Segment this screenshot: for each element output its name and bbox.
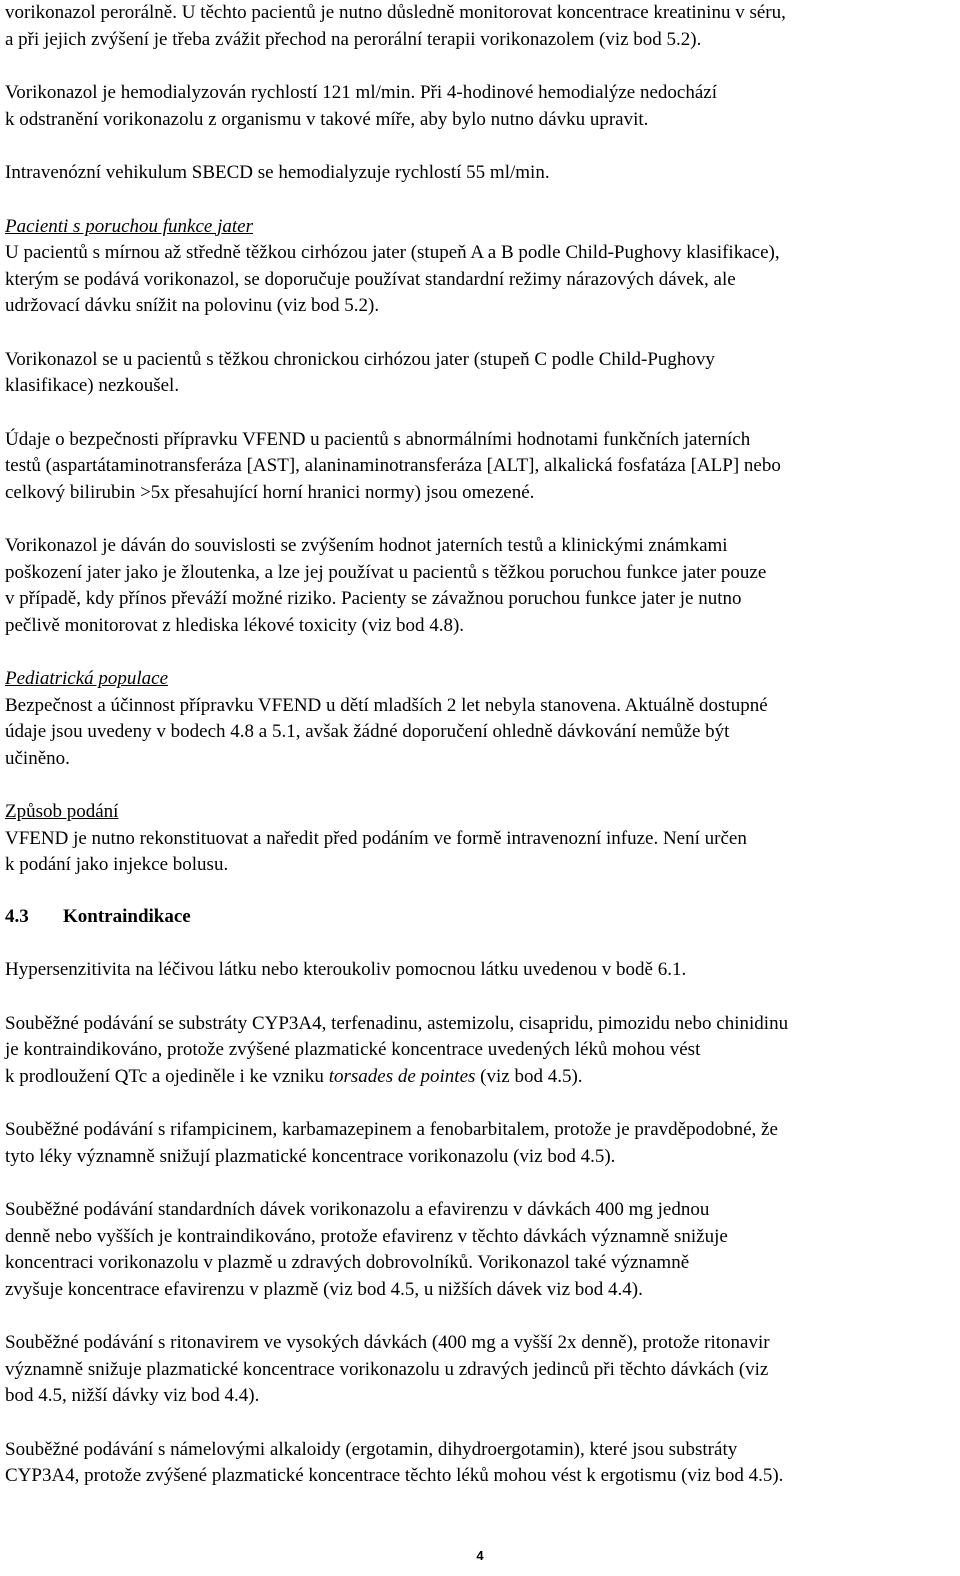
text-line: U pacientů s mírnou až středně těžkou cirhózou jater (stupeň A a B podle Child-Pughovy klasifikace),: [5, 242, 780, 263]
paragraph-rifampicin: [5, 1117, 957, 1170]
heading-title: Kontraindikace: [63, 905, 191, 927]
text-line: Vorikonazol je hemodialyzován rychlostí 121 ml/min. Při 4-hodinové hemodialýze nedochází: [5, 82, 717, 103]
text-line: bod 4.5, nižší dávky viz bod 4.4).: [5, 1385, 260, 1406]
text-line: kterým se podává vorikonazol, se doporučuje používat standardní režimy nárazových dávek, ale: [5, 268, 736, 290]
text-line: je kontraindikováno, protože zvýšené plazmatické koncentrace uvedených léků mohou vést: [5, 1039, 701, 1060]
section-hepatic-impairment: [5, 214, 957, 320]
paragraph-safety-data: [5, 427, 957, 507]
paragraph-liver-tests: [5, 533, 957, 639]
text-line: poškození jater jako je žloutenka, a lze jej používat u pacientů s těžkou poruchou funkce jater pouze: [5, 561, 767, 583]
text-line: Souběžné podávání se substráty CYP3A4, terfenadinu, astemizolu, cisapridu, pimozidu nebo chinidinu: [5, 1012, 789, 1034]
text-line: vorikonazol perorálně. U těchto pacientů je nutno důsledně monitorovat koncentrace kreatininu v séru,: [5, 2, 786, 23]
heading-number: 4.3: [5, 905, 29, 927]
text-line: k odstranění vorikonazolu z organismu v takové míře, aby bylo nutno dávku upravit.: [5, 108, 649, 130]
paragraph-severe-cirrhosis: [5, 347, 957, 400]
text-line: denně nebo vyšších je kontraindikováno, protože efavirenz v těchto dávkách významně snižuje: [5, 1225, 728, 1247]
paragraph-ritonavir: [5, 1330, 957, 1410]
paragraph-hemodialysis: [5, 80, 957, 133]
text-line: a při jejich zvýšení je třeba zvážit přechod na perorální terapii vorikonazolem (viz bod 5.2).: [5, 28, 702, 50]
section-administration: [5, 799, 957, 879]
paragraph-cyp3a4-substrates: [5, 1011, 957, 1091]
text-line: CYP3A4, protože zvýšené plazmatické koncentrace těchto léků mohou vést k ergotismu (viz bod 4.5).: [5, 1465, 784, 1486]
text-line: významně snižuje plazmatické koncentrace vorikonazolu u zdravých jedinců při těchto dávkách (viz: [5, 1358, 769, 1380]
paragraph-efavirenz: [5, 1197, 957, 1303]
section-title-pediatric: Pediatrická populace: [5, 668, 169, 689]
text-line: Údaje o bezpečnosti přípravku VFEND u pacientů s abnormálními hodnotami funkčních jaterních: [5, 428, 751, 450]
text-line: k prodloužení QTc a ojediněle i ke vzniku: [5, 1065, 329, 1087]
text-line: v případě, kdy přínos převáží možné riziko. Pacienty se závažnou poruchou funkce jater je nutno: [5, 588, 742, 609]
section-title-hepatic: Pacienti s poruchou funkce jater: [5, 215, 253, 237]
text-line: testů (aspartátaminotransferáza [AST], alaninaminotransferáza [ALT], alkalická fosfatáza [ALP] nebo: [5, 455, 781, 476]
text-line: tyto léky významně snižují plazmatické koncentrace vorikonazolu (viz bod 4.5).: [5, 1145, 616, 1167]
document-page: [5, 0, 957, 1490]
text-line: pečlivě monitorovat z hlediska lékové toxicity (viz bod 4.8).: [5, 614, 465, 636]
text-line: zvyšuje koncentrace efavirenzu v plazmě (viz bod 4.5, u nižších dávek viz bod 4.4).: [5, 1278, 643, 1300]
text-line: celkový bilirubin >5x přesahující horní hranici normy) jsou omezené.: [5, 481, 535, 503]
paragraph-sbecd: [5, 160, 957, 187]
text-line: (viz bod 4.5).: [475, 1065, 583, 1087]
text-line: Vorikonazol je dáván do souvislosti se zvýšením hodnot jaterních testů a klinickými známkami: [5, 535, 728, 556]
italic-term: torsades de pointes: [328, 1065, 476, 1087]
paragraph-ergot-alkaloids: [5, 1437, 957, 1490]
text-line: údaje jsou uvedeny v bodech 4.8 a 5.1, avšak žádné doporučení ohledně dávkování nemůže být: [5, 721, 730, 742]
section-pediatric: [5, 666, 957, 772]
heading-contraindications: [5, 904, 957, 931]
text-line: Intravenózní vehikulum SBECD se hemodialyzuje rychlostí 55 ml/min.: [5, 162, 550, 183]
page-number: 4: [476, 1548, 484, 1563]
section-title-administration: Způsob podání: [5, 801, 119, 822]
text-line: Souběžné podávání s ritonavirem ve vysokých dávkách (400 mg a vyšší 2x denně), protože ritonavir: [5, 1332, 770, 1353]
text-line: učiněno.: [5, 747, 70, 769]
paragraph-renal-monitoring: [5, 0, 957, 53]
text-line: Souběžné podávání s rifampicinem, karbamazepinem a fenobarbitalem, protože je pravděpodobné, že: [5, 1119, 778, 1140]
text-line: Souběžné podávání s námelovými alkaloidy (ergotamin, dihydroergotamin), které jsou substráty: [5, 1438, 738, 1460]
text-line: udržovací dávku snížit na polovinu (viz bod 5.2).: [5, 295, 380, 316]
text-line: klasifikace) nezkoušel.: [5, 375, 180, 396]
paragraph-hypersensitivity: [5, 957, 957, 984]
text-line: VFEND je nutno rekonstituovat a naředit před podáním ve formě intravenozní infuze. Není určen: [5, 827, 747, 849]
text-line: Hypersenzitivita na léčivou látku nebo kteroukoliv pomocnou látku uvedenou v bodě 6.1.: [5, 959, 687, 980]
text-line: k podání jako injekce bolusu.: [5, 854, 229, 875]
text-line: Vorikonazol se u pacientů s těžkou chronickou cirhózou jater (stupeň C podle Child-Pughovy: [5, 348, 715, 370]
text-line: Souběžné podávání standardních dávek vorikonazolu a efavirenzu v dávkách 400 mg jednou: [5, 1199, 710, 1220]
text-line: koncentraci vorikonazolu v plazmě u zdravých dobrovolníků. Vorikonazol také významně: [5, 1252, 690, 1273]
text-line: Bezpečnost a účinnost přípravku VFEND u dětí mladších 2 let nebyla stanovena. Aktuálně dostupné: [5, 694, 768, 716]
